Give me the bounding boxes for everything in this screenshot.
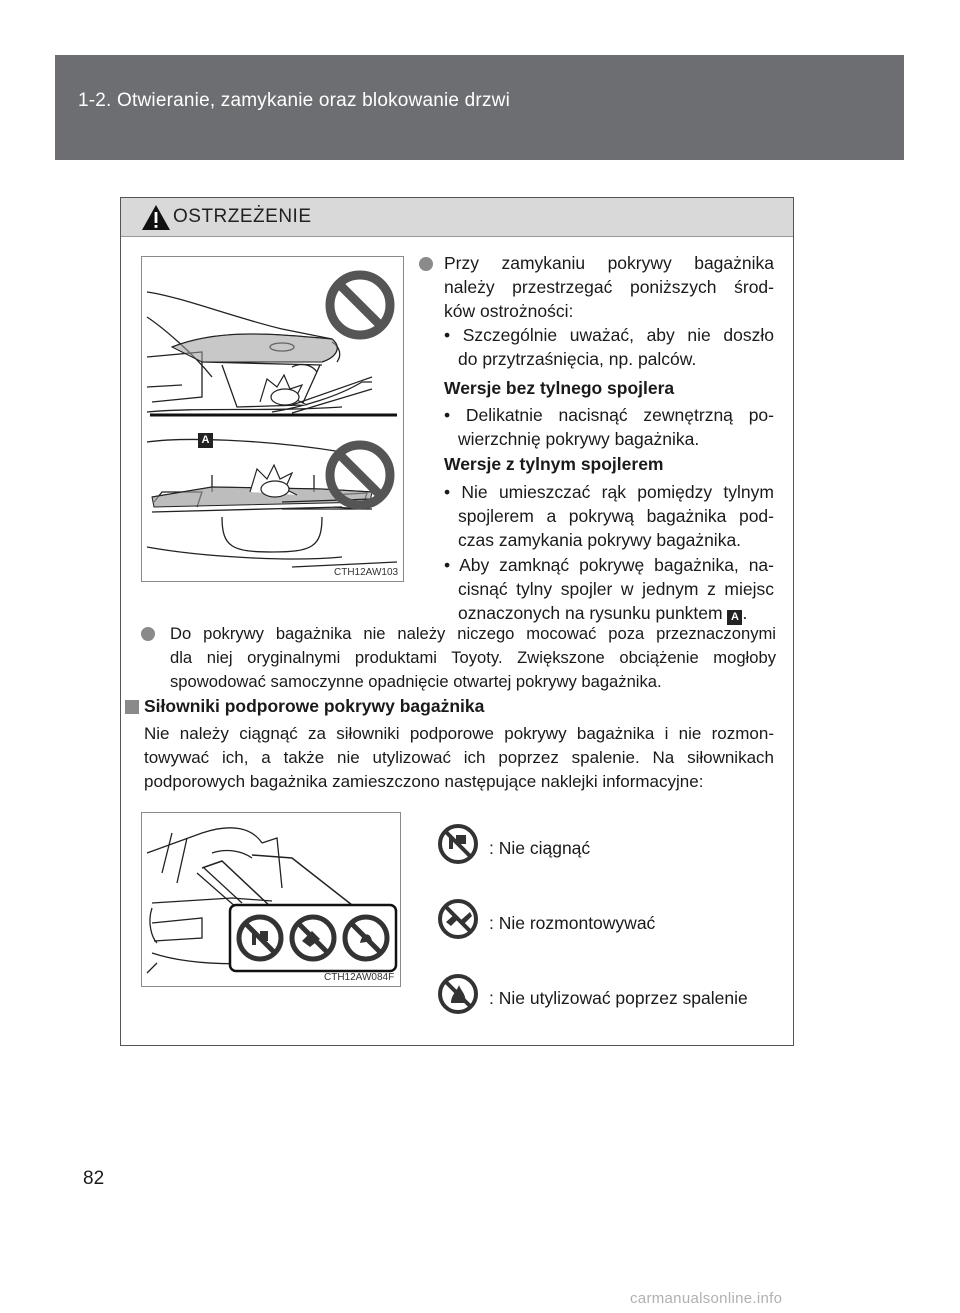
sticker-label: : Nie rozmontowywać	[489, 913, 656, 933]
no-pulling-icon	[437, 823, 479, 865]
heading-no-spoiler: Wersje bez tylnego spojlera	[444, 378, 675, 398]
heading-spoiler: Wersje z tylnym spojlerem	[444, 454, 664, 474]
section-body: Nie należy ciągnąć za siłowniki podporowe pokrywy bagażnika i nie rozmon- towywać ich, a także nie utylizować ich poprzez spalenie. Na siłownikach podporowych bagażnika zamieszczono następujące naklejki informacyjne:	[144, 724, 774, 791]
chapter-title: 1-2. Otwieranie, zamykanie oraz blokowanie drzwi	[78, 90, 511, 111]
chapter-header-bar	[55, 55, 904, 160]
trunk-closing-drawing	[142, 257, 403, 581]
marker-a-badge-inline: A	[727, 610, 742, 625]
section-heading: Siłowniki podporowe pokrywy bagażnika	[144, 696, 485, 716]
section-square-bullet	[125, 700, 139, 714]
marker-a-badge: A	[198, 433, 213, 448]
warning-box	[120, 197, 794, 1046]
warning-triangle-icon	[141, 204, 171, 231]
warning-title: OSTRZEŻENIE	[173, 206, 312, 227]
sub-item-close-points: • Aby zamknąć pokrywę bagażnika, na- cisnąć tylny spojler w jednym z miejsc oznaczonych na rysunku punktem A .	[444, 555, 774, 623]
warning-header	[121, 198, 793, 237]
illustration-code-bottom: CTH12AW084F	[324, 972, 395, 983]
sub-item-hands-spoiler: • Nie umieszczać rąk pomiędzy tylnym spojlerem a pokrywą bagażnika pod- czas zamykania pokrywy bagażnika.	[444, 482, 774, 550]
sticker-no-pulling	[437, 823, 777, 873]
bullet-dot	[141, 627, 155, 641]
bullet2-text: Do pokrywy bagażnika nie należy niczego mocować poza przeznaczonymi dla niej oryginalnymi produktami Toyoty. Zwiększone obciążenie mogłoby spowodować samoczynne opadnięcie otwartej pokrywy bagażnika.	[170, 624, 776, 691]
sticker-label: : Nie utylizować poprzez spalenie	[489, 988, 748, 1008]
sticker-label: : Nie ciągnąć	[489, 838, 591, 858]
sticker-no-burning	[437, 973, 777, 1023]
sub-item-press-outer: • Delikatnie nacisnąć zewnętrzną po- wierzchnię pokrywy bagażnika.	[444, 405, 774, 449]
illustration-code-top: CTH12AW103	[334, 567, 399, 578]
page-number: 82	[83, 1168, 105, 1189]
no-burning-icon	[437, 973, 479, 1015]
sub-item-no-pinch: • Szczególnie uważać, aby nie doszło do przytrzaśnięcia, np. palców.	[444, 325, 774, 369]
bullet1-text: Przy zamykaniu pokrywy bagażnika należy przestrzegać poniższych środ- ków ostrożności:	[444, 253, 774, 321]
sticker-no-disassembly	[437, 898, 777, 948]
trunk-closing-illustration	[141, 256, 404, 582]
gas-strut-illustration	[141, 812, 401, 987]
bullet-dot	[419, 257, 433, 271]
watermark: carmanualsonline.info	[630, 1290, 783, 1307]
no-disassembly-icon	[437, 898, 479, 940]
gas-strut-drawing	[142, 813, 400, 986]
